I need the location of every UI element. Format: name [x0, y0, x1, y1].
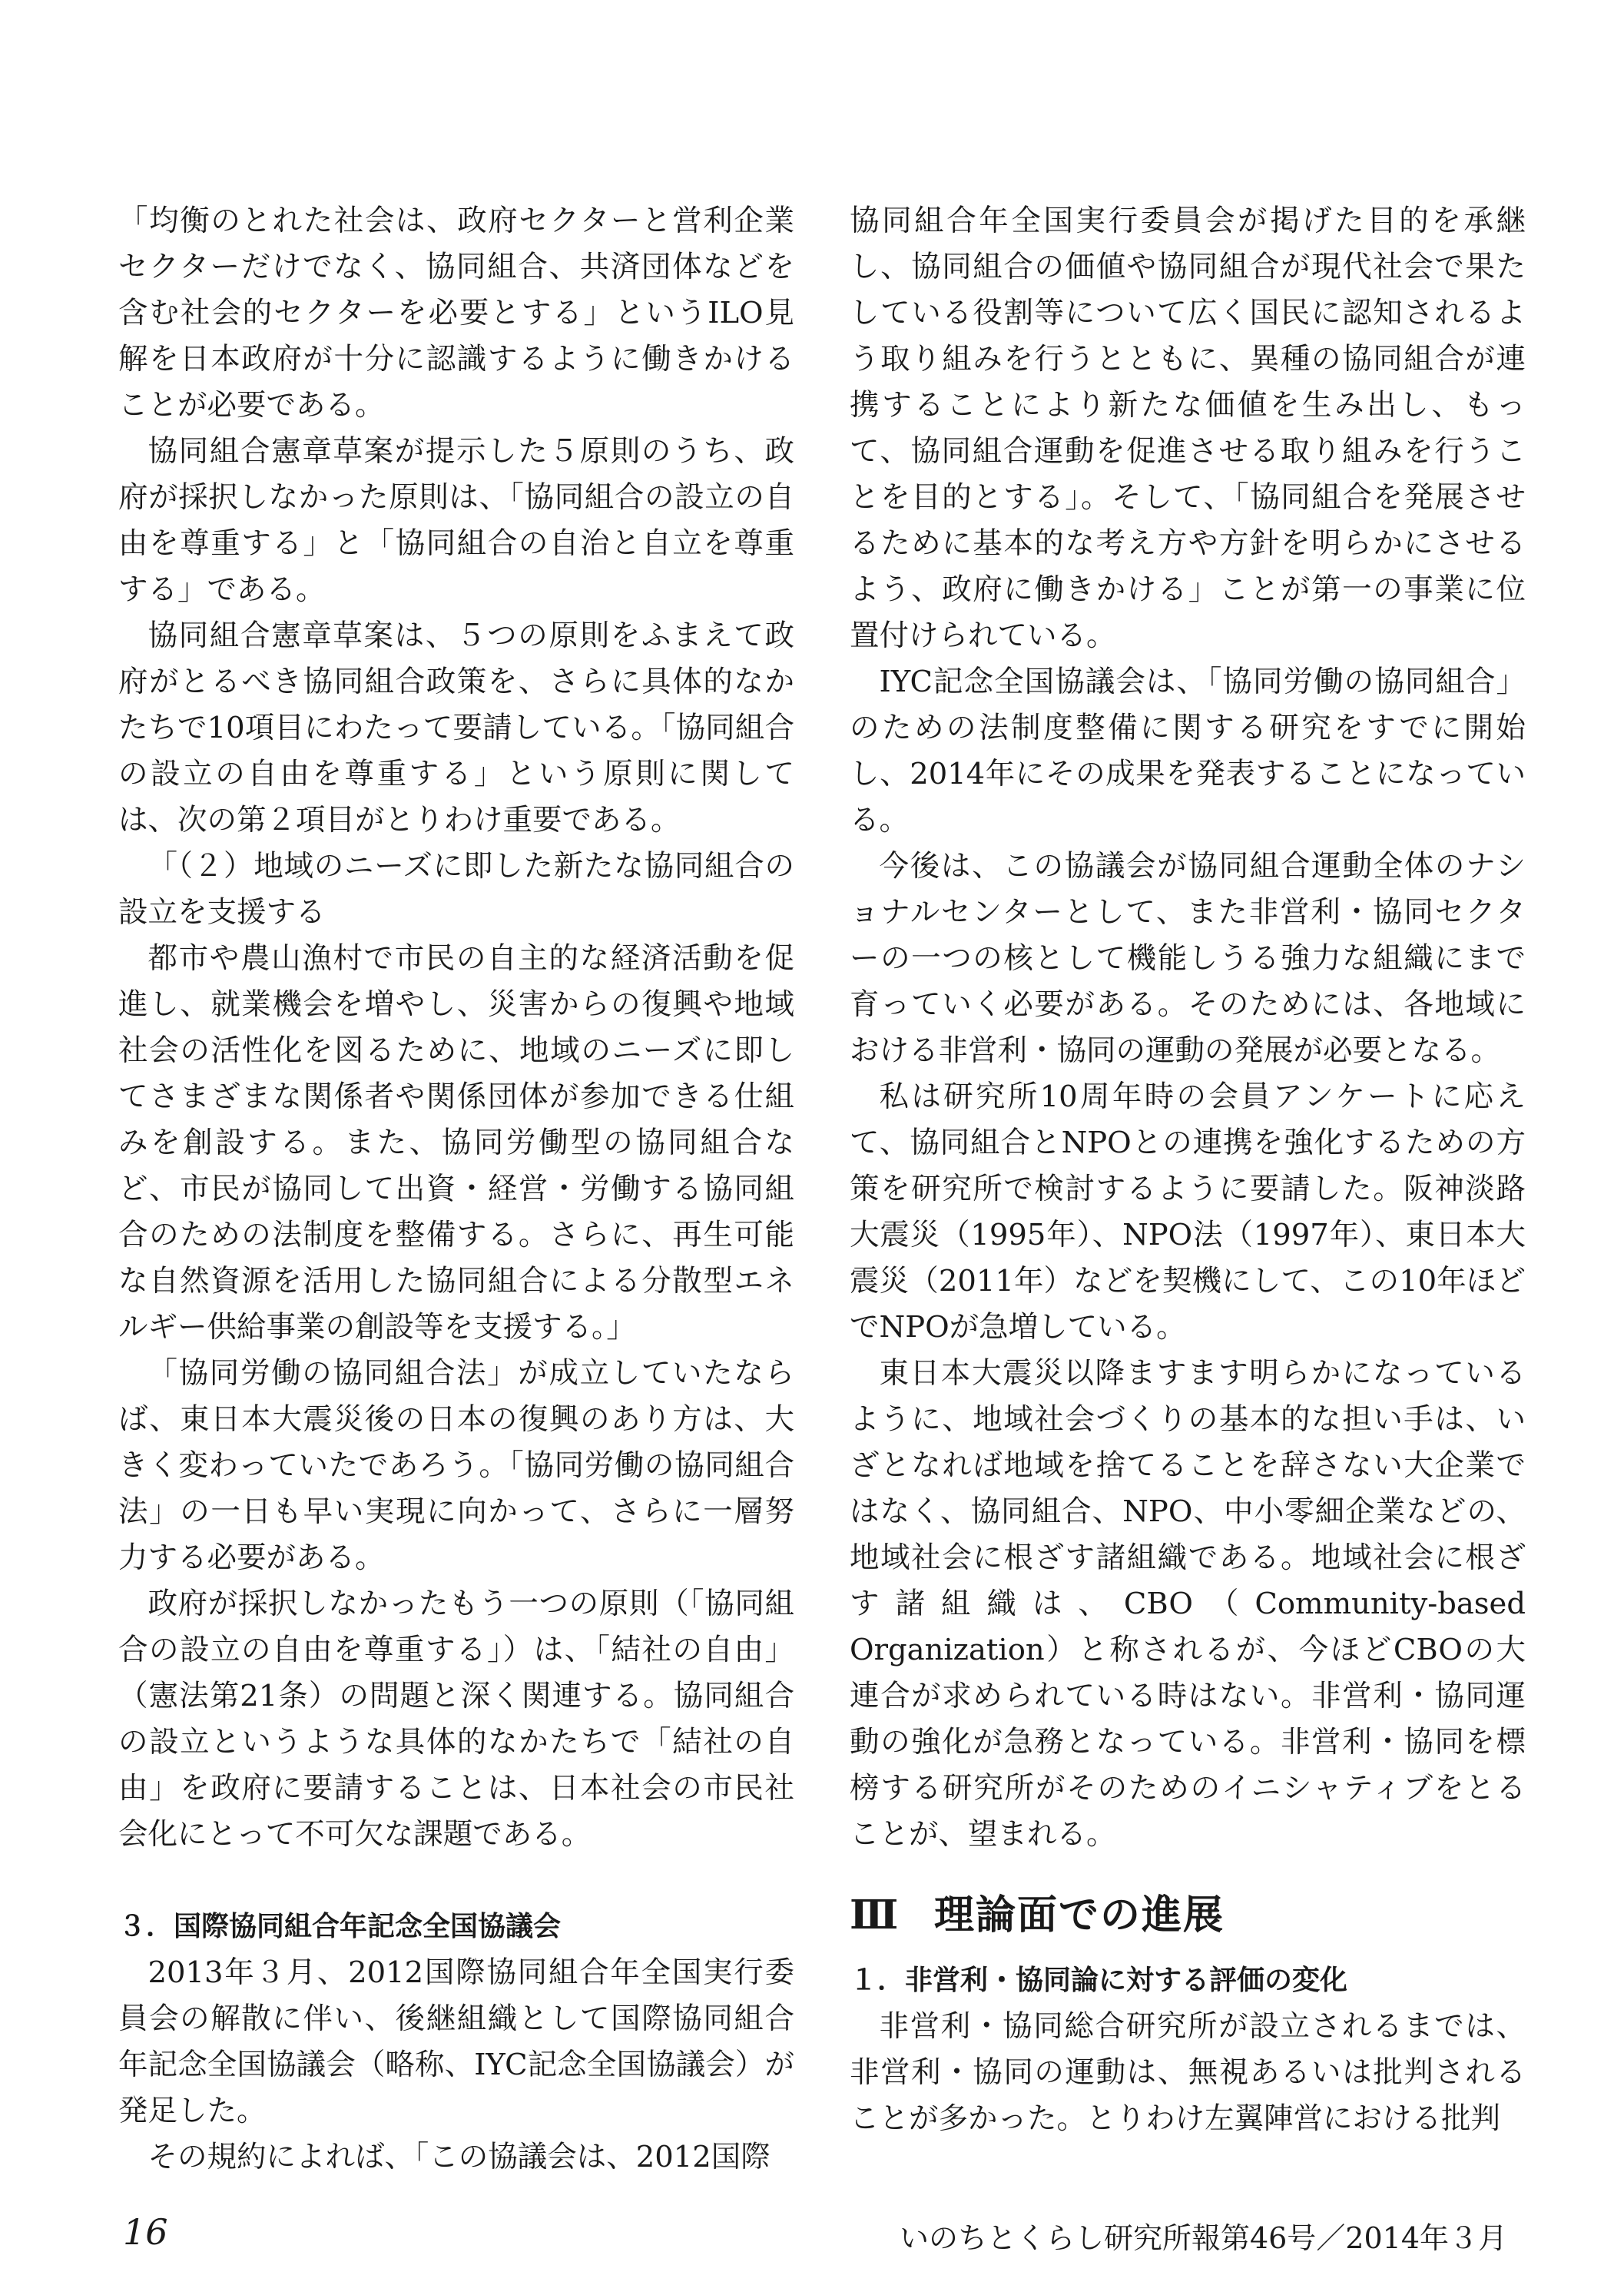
right-paragraph-1: 協同組合年全国実行委員会が掲げた目的を承継し、協同組合の価値や協同組合が現代社会で果たしている役割等について広く国民に認知されるよう取り組みを行うとともに、異種の協同組合が連携することにより新たな価値を生み出し、もって、協同組合運動を促進させる取り組みを行うことを目的とする」。そして、「協同組合を発展させるために基本的な考え方や方針を明らかにさせるよう、政府に働きかける」ことが第一の事業に位置付けられている。: [850, 204, 1526, 653]
chapter-title: 理論面での進展: [934, 1892, 1225, 1938]
right-paragraph-4: 私は研究所10周年時の会員アンケートに応えて、協同組合とNPOとの連携を強化するための方策を研究所で検討するように要請した。阪神淡路大震災（1995年）、NPO法（1997年）、東日本大震災（2011年）などを契機にして、この10年ほどでNPOが急増している。: [850, 1080, 1526, 1345]
subsection-heading-1: １．非営利・協同論に対する評価の変化: [850, 1965, 1348, 1996]
right-paragraph-5: 東日本大震災以降ますます明らかになっているように、地域社会づくりの基本的な担い手は、いざとなれば地域を捨てることを辞さない大企業ではなく、協同組合、NPO、中小零細企業などの、地域社会に根ざす諸組織である。地域社会に根ざす諸組織は、CBO（Community-based Organization）と称されるが、今ほどCBOの大連合が求められている時はない。非営利・協同運動の強化が急務となっている。非営利・協同を標榜する研究所がそのためのイニシャティブをとることが、望まれる。: [850, 1356, 1526, 1852]
section-heading-3: ３．国際協同組合年記念全国協議会: [118, 1911, 562, 1942]
page-number: 16: [123, 2211, 168, 2253]
right-paragraph-2: IYC記念全国協議会は、「協同労働の協同組合」のための法制度整備に関する研究をすでに開始し、2014年にその成果を発表することになっている。: [850, 665, 1526, 837]
publication-footer: いのちとくらし研究所報第46号／2014年３月: [899, 2221, 1507, 2255]
chapter-number: Ⅲ: [850, 1892, 900, 1938]
right-paragraph-6: 非営利・協同総合研究所が設立されるまでは、非営利・協同の運動は、無視あるいは批判されることが多かった。とりわけ左翼陣営における批判: [850, 2009, 1526, 2136]
left-quote-heading: 「（２）地域のニーズに即した新たな協同組合の設立を支援する: [118, 849, 794, 930]
section-gap: [118, 1858, 794, 1904]
left-paragraph-9: その規約によれば、「この協議会は、2012国際: [147, 2140, 771, 2174]
left-paragraph-3: 協同組合憲章草案は、５つの原則をふまえて政府がとるべき協同組合政策を、さらに具体的なかたちで10項目にわたって要請している。「協同組合の設立の自由を尊重する」という原則に関しては、次の第２項目がとりわけ重要である。: [118, 619, 794, 837]
left-paragraph-7: 政府が採択しなかったもう一つの原則（「協同組合の設立の自由を尊重する」）は、「結社の自由」（憲法第21条）の問題と深く関連する。協同組合の設立というような具体的なかたちで「結社の自由」を政府に要請することは、日本社会の市民社会化にとって不可欠な課題である。: [118, 1587, 794, 1852]
left-column: [118, 198, 794, 2181]
right-column: [850, 198, 1526, 2142]
left-paragraph-6: 「協同労働の協同組合法」が成立していたならば、東日本大震災後の日本の復興のあり方は、大きく変わっていたであろう。「協同労働の協同組合法」の一日も早い実現に向かって、さらに一層努力する必要がある。: [118, 1356, 794, 1575]
left-paragraph-2: 協同組合憲章草案が提示した５原則のうち、政府が採択しなかった原則は、「協同組合の設立の自由を尊重する」と「協同組合の自治と自立を尊重する」である。: [118, 434, 794, 607]
chapter-heading: [850, 1873, 1526, 1958]
left-paragraph-1: 「均衡のとれた社会は、政府セクターと営利企業セクターだけでなく、協同組合、共済団体などを含む社会的セクターを必要とする」というILO見解を日本政府が十分に認識するように働きかけることが必要である。: [118, 204, 794, 423]
left-paragraph-8: 2013年３月、2012国際協同組合年全国実行委員会の解散に伴い、後継組織として国際協同組合年記念全国協議会（略称、IYC記念全国協議会）が発足した。: [118, 1955, 794, 2128]
right-paragraph-3: 今後は、この協議会が協同組合運動全体のナショナルセンターとして、また非営利・協同セクターの一つの核として機能しうる強力な組織にまで育っていく必要がある。そのためには、各地域における非営利・協同の運動の発展が必要となる。: [850, 849, 1526, 1068]
left-quote-body: 都市や農山漁村で市民の自主的な経済活動を促進し、就業機会を増やし、災害からの復興や地域社会の活性化を図るために、地域のニーズに即してさまざまな関係者や関係団体が参加できる仕組みを創設する。また、協同労働型の協同組合など、市民が協同して出資・経営・労働する協同組合のための法制度を整備する。さらに、再生可能な自然資源を活用した協同組合による分散型エネルギー供給事業の創設等を支援する。」: [118, 941, 794, 1345]
